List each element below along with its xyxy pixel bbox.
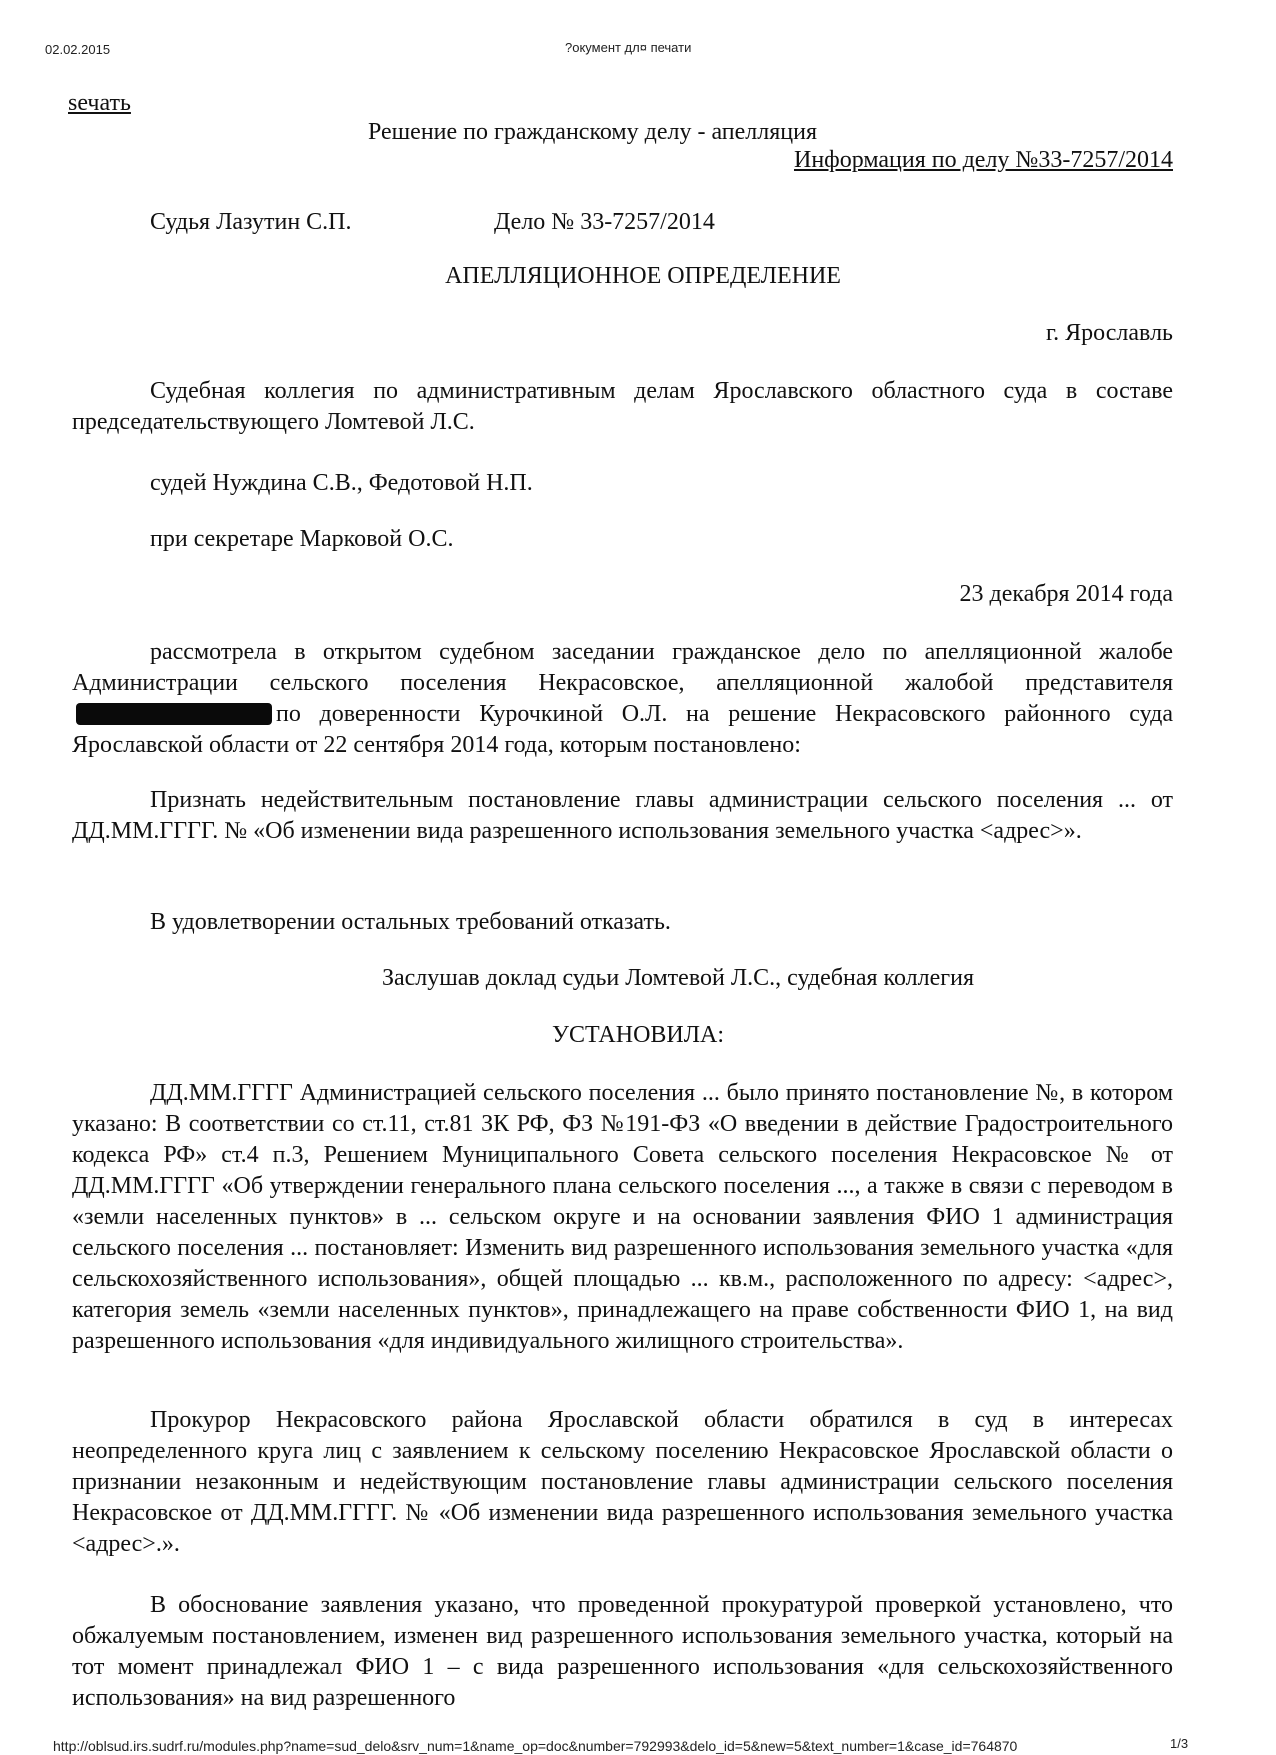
secretary-line: при секретаре Марковой О.С. [150, 526, 454, 552]
established-heading: УСТАНОВИЛА: [551, 1022, 725, 1048]
judge-name: Судья Лазутин С.П. [150, 209, 352, 235]
redaction-mark [76, 703, 272, 725]
case-number: Дело № 33-7257/2014 [494, 209, 715, 235]
print-link[interactable]: ѕечать [68, 90, 131, 116]
ruling-paragraph: Признать недействительным постановление главы администрации сельского поселения ... от ДД.ММ.ГГГГ. № «Об изменении вида разрешенного использования земельного участка <адрес>». [72, 787, 1173, 844]
considered-paragraph [72, 637, 1173, 761]
document-title: Решение по гражданскому делу - апелляция [368, 119, 817, 145]
print-date: 02.02.2015 [45, 42, 111, 57]
refusal-line: В удовлетворении остальных требований отказать. [150, 909, 671, 935]
footer-page-number: 1/3 [1170, 1736, 1189, 1751]
city: г. Ярославль [1046, 320, 1173, 346]
considered-text-part2: по доверенности Курочкиной О.Л. на решение Некрасовского районного суда Ярославской области от 22 сентября 2014 года, которым постановлено: [72, 701, 1173, 758]
print-header-title: ?окумент дл¤ печати [565, 40, 692, 55]
hearing-date: 23 декабря 2014 года [959, 581, 1173, 607]
footer-url: http://oblsud.irs.sudrf.ru/modules.php?name=sud_delo&srv_num=1&name_op=doc&number=792993&delo_id=5&new=5&text_number=1&case_id=764870 [53, 1738, 1018, 1754]
collegium-paragraph: Судебная коллегия по административным делам Ярославского областного суда в составе председательствующего Ломтевой Л.С. [72, 378, 1173, 435]
paragraph-1: ДД.ММ.ГГГГ Администрацией сельского поселения ... было принято постановление №, в котором указано: В соответствии со ст.11, ст.81 ЗК РФ, ФЗ №191-ФЗ «О введении в действие Градостроительного кодекса РФ» ст.4 п.3, Решением Муниципального Совета сельского поселения Некрасовское № от ДД.ММ.ГГГГ «Об утверждении генерального плана сельского поселения ..., а также в связи с переводом в «земли населенных пунктов» в ... сельском округе и на основании заявления ФИО 1 администрация сельского поселения ... постановляет: Изменить вид разрешенного использования земельного участка «для сельскохозяйственного использования», общей площадью ... кв.м., расположенного по адресу: <адрес>, категория земель «земли населенных пунктов», принадлежащего на праве собственности ФИО 1, на вид разрешенного использования «для индивидуального жилищного строительства». [72, 1080, 1173, 1354]
considered-text-part1: рассмотрела в открытом судебном заседании гражданское дело по апелляционной жалобе Администрации сельского поселения Некрасовское, апелляционной жалобой представителя [72, 639, 1173, 696]
judges-line: судей Нуждина С.В., Федотовой Н.П. [150, 470, 533, 496]
document-heading: АПЕЛЛЯЦИОННОЕ ОПРЕДЕЛЕНИЕ [445, 263, 841, 289]
paragraph-3: В обоснование заявления указано, что проведенной прокуратурой проверкой установлено, что обжалуемым постановлением, изменен вид разрешенного использования земельного участка, который на тот момент принадлежал ФИО 1 – с вида разрешенного использования «для сельскохозяйственного использования» на вид разрешенного [72, 1592, 1173, 1711]
case-info-link[interactable]: Информация по делу №33-7257/2014 [793, 147, 1173, 173]
paragraph-2: Прокурор Некрасовского района Ярославской области обратился в суд в интересах неопределенного круга лиц с заявлением к сельскому поселению Некрасовское Ярославской области о признании незаконным и недействующим постановление главы администрации сельского поселения Некрасовское от ДД.ММ.ГГГГ. № «Об изменении вида разрешенного использования земельного участка <адрес>.». [72, 1407, 1173, 1557]
report-line: Заслушав доклад судьи Ломтевой Л.С., судебная коллегия [381, 965, 975, 991]
